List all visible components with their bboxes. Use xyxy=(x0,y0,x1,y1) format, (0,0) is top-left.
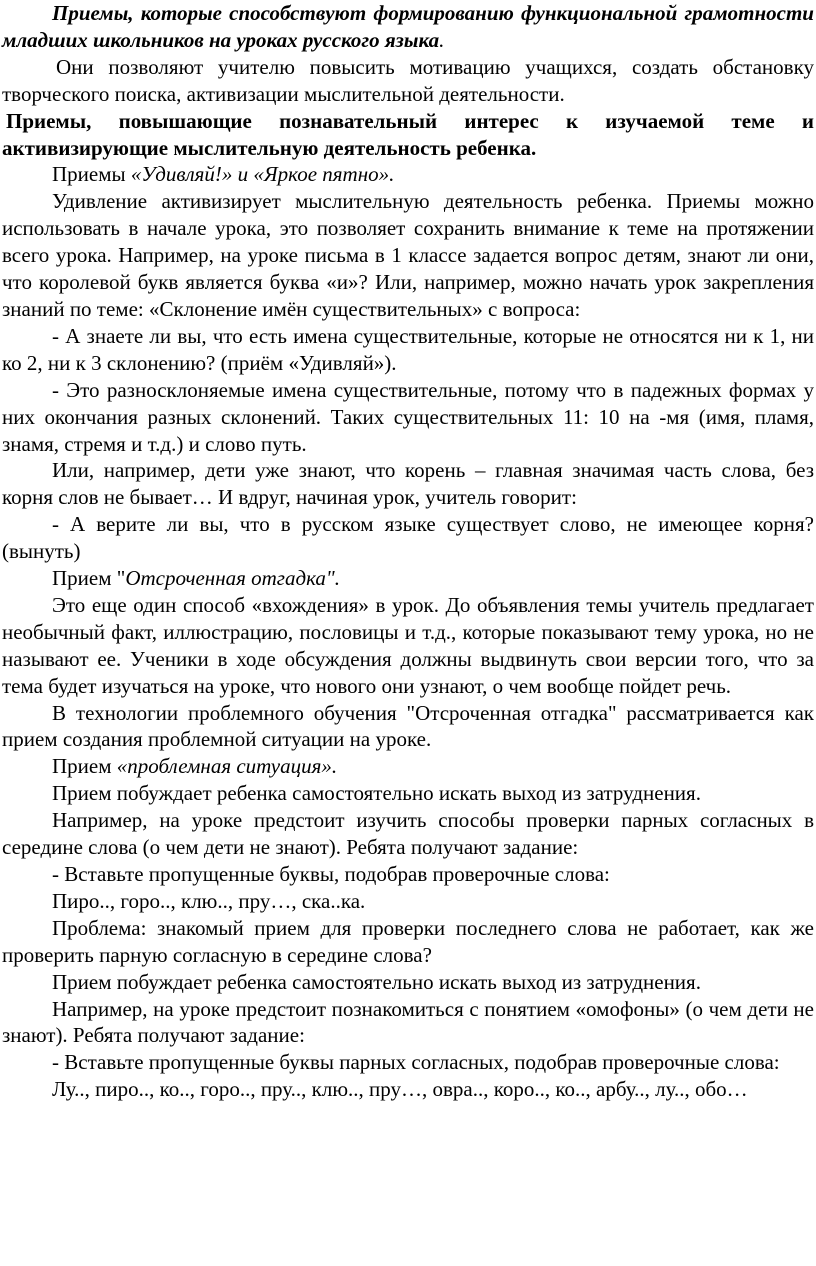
paragraph-problem-description: Прием побуждает ребенка самостоятельно искать выход из затруднения. xyxy=(52,781,701,806)
paragraph-task: - Вставьте пропущенные буквы, подобрав проверочные слова: xyxy=(52,862,610,886)
paragraph-consonants-example: Например, на уроке предстоит изучить способы проверки парных согласных в середине слова (о чем дети не знают). Ребята получают задание: xyxy=(2,808,814,860)
paragraph-intro: Они позволяют учителю повысить мотивацию учащихся, создать обстановку творческого поиска, активизации мыслительной деятельности. xyxy=(2,54,814,106)
paragraph-question: - А знаете ли вы, что есть имена существительные, которые не относятся ни к 1, ни ко 2, ни к 3 склонению? (приём «Удивляй»). xyxy=(2,323,814,375)
technique-name: «проблемная ситуация». xyxy=(116,754,338,779)
paragraph-technique-delayed xyxy=(2,565,814,592)
paragraph-task-homophones: - Вставьте пропущенные буквы парных согласных, подобрав проверочные слова: xyxy=(52,1050,780,1075)
paragraph-delayed-description: Это еще один способ «вхождения» в урок. До объявления темы учитель предлагает необычный факт, иллюстрацию, пословицы и т.д., которые показывают тему урока, но не называют ее. Ученики в ходе обсуждения должны выдвинуть свои версии того, что за тема будет изучаться на уроке, что нового они узнают, о чем вообще пойдет речь. xyxy=(2,592,814,698)
title-text: Приемы, которые способствуют формированию функциональной грамотности младших школьников на уроках русского языка xyxy=(2,1,814,52)
technique-label: Приемы xyxy=(52,162,131,187)
document-title xyxy=(2,0,814,54)
section-heading xyxy=(2,108,814,162)
paragraph-problem-learning: В технологии проблемного обучения "Отсроченная отгадка" рассматривается как прием создания проблемной ситуации на уроке. xyxy=(2,700,814,752)
technique-label: Прием xyxy=(52,754,117,779)
paragraph-surprise-description: Удивление активизирует мыслительную деятельность ребенка. Приемы можно использовать в начале урока, это позволяет сохранить внимание к теме на протяжении всего урока. Например, на уроке письма в 1 классе задается вопрос детям, знают ли они, что королевой букв является буква «и»? Или, например, можно начать урок закрепления знаний по теме: «Склонение имён существительных» с вопроса: xyxy=(2,189,814,321)
section-heading-text: Приемы, повышающие познавательный интерес к изучаемой теме и активизирующие мыслительную деятельность ребенка. xyxy=(2,108,814,160)
paragraph-root-example: Или, например, дети уже знают, что корень – главная значимая часть слова, без корня слов не бывает… И вдруг, начиная урок, учитель говорит: xyxy=(2,458,814,510)
paragraph-problem-description-repeat: Прием побуждает ребенка самостоятельно искать выход из затруднения. xyxy=(52,969,701,994)
technique-name: Отсроченная отгадка". xyxy=(125,566,340,591)
paragraph-problem-statement: Проблема: знакомый прием для проверки последнего слова не работает, как же проверить парную согласную в середине слова? xyxy=(2,915,814,967)
title-period: . xyxy=(439,27,445,52)
technique-name: «Удивляй!» и «Яркое пятно». xyxy=(130,162,395,187)
paragraph-root-question: - А верите ли вы, что в русском языке существует слово, не имеющее корня? (вынуть) xyxy=(2,512,814,564)
paragraph-answer: - Это разносклоняемые имена существительные, потому что в падежных формах у них окончания разных склонений. Таких существительных 11: 10 на -мя (имя, пламя, знамя, стремя и т.д.) и слово путь. xyxy=(2,377,814,456)
paragraph-word-list-homophones: Лу.., пиро.., ко.., горо.., пру.., клю.., пру…, овра.., коро.., ко.., арбу.., лу.., обо… xyxy=(52,1077,748,1102)
technique-label: Прием " xyxy=(52,566,126,591)
paragraph-word-list: Пиро.., горо.., клю.., пру…, ска..ка. xyxy=(52,888,366,913)
paragraph-technique-surprise xyxy=(2,161,814,188)
paragraph-homophones-example: Например, на уроке предстоит познакомиться с понятием «омофоны» (о чем дети не знают). Ребята получают задание: xyxy=(2,996,814,1048)
paragraph-technique-problem xyxy=(2,753,814,780)
